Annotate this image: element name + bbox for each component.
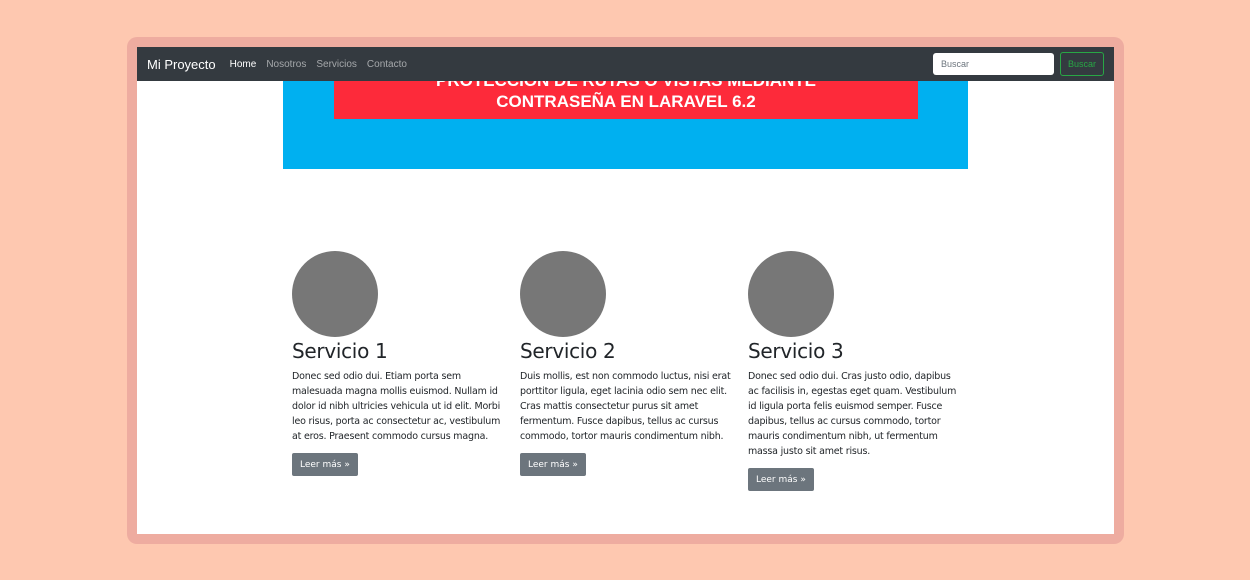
- read-more-button[interactable]: Leer más »: [748, 468, 814, 491]
- search-button[interactable]: Buscar: [1060, 52, 1104, 76]
- hero-title-line-2: CONTRASEÑA EN LARAVEL 6.2: [496, 92, 756, 111]
- service-image-placeholder: [748, 251, 834, 337]
- nav-link-contacto[interactable]: Contacto: [366, 58, 407, 70]
- service-image-placeholder: [292, 251, 378, 337]
- service-card-3: [748, 251, 960, 491]
- service-title: Servicio 2: [520, 339, 616, 363]
- nav-link-servicios[interactable]: Servicios: [316, 58, 357, 70]
- service-card-1: [292, 251, 504, 476]
- navbar-brand[interactable]: Mi Proyecto: [147, 56, 216, 72]
- service-title: Servicio 3: [748, 339, 844, 363]
- read-more-button[interactable]: Leer más »: [520, 453, 586, 476]
- browser-frame: [127, 37, 1124, 544]
- read-more-button[interactable]: Leer más »: [292, 453, 358, 476]
- service-card-2: [520, 251, 732, 476]
- hero-title-banner: [334, 81, 918, 119]
- search-input[interactable]: [933, 53, 1054, 75]
- service-description: Donec sed odio dui. Cras justo odio, dapibus ac facilisis in, egestas eget quam. Vestibulum id ligula porta felis euismod semper. Fusce dapibus, tellus ac cursus commodo, tortor mauris condimentum nibh, ut fermentum massa justo sit amet risus.: [748, 371, 957, 457]
- hero-banner-image: [283, 81, 968, 169]
- service-description: Donec sed odio dui. Etiam porta sem malesuada magna mollis euismod. Nullam id dolor id nibh ultricies vehicula ut id elit. Morbi leo risus, porta ac consectetur ac, vestibulum at eros. Praesent commodo cursus magna.: [292, 371, 501, 442]
- service-image-placeholder: [520, 251, 606, 337]
- page-viewport: [137, 47, 1114, 534]
- service-description: Duis mollis, est non commodo luctus, nisi erat porttitor ligula, eget lacinia odio sem nec elit. Cras mattis consectetur purus sit amet fermentum. Fusce dapibus, tellus ac cursus commodo, tortor mauris condimentum nibh.: [520, 371, 731, 442]
- service-title: Servicio 1: [292, 339, 388, 363]
- nav-link-nosotros[interactable]: Nosotros: [266, 58, 307, 70]
- nav-link-home[interactable]: Home: [229, 58, 257, 70]
- navbar: [137, 47, 1114, 81]
